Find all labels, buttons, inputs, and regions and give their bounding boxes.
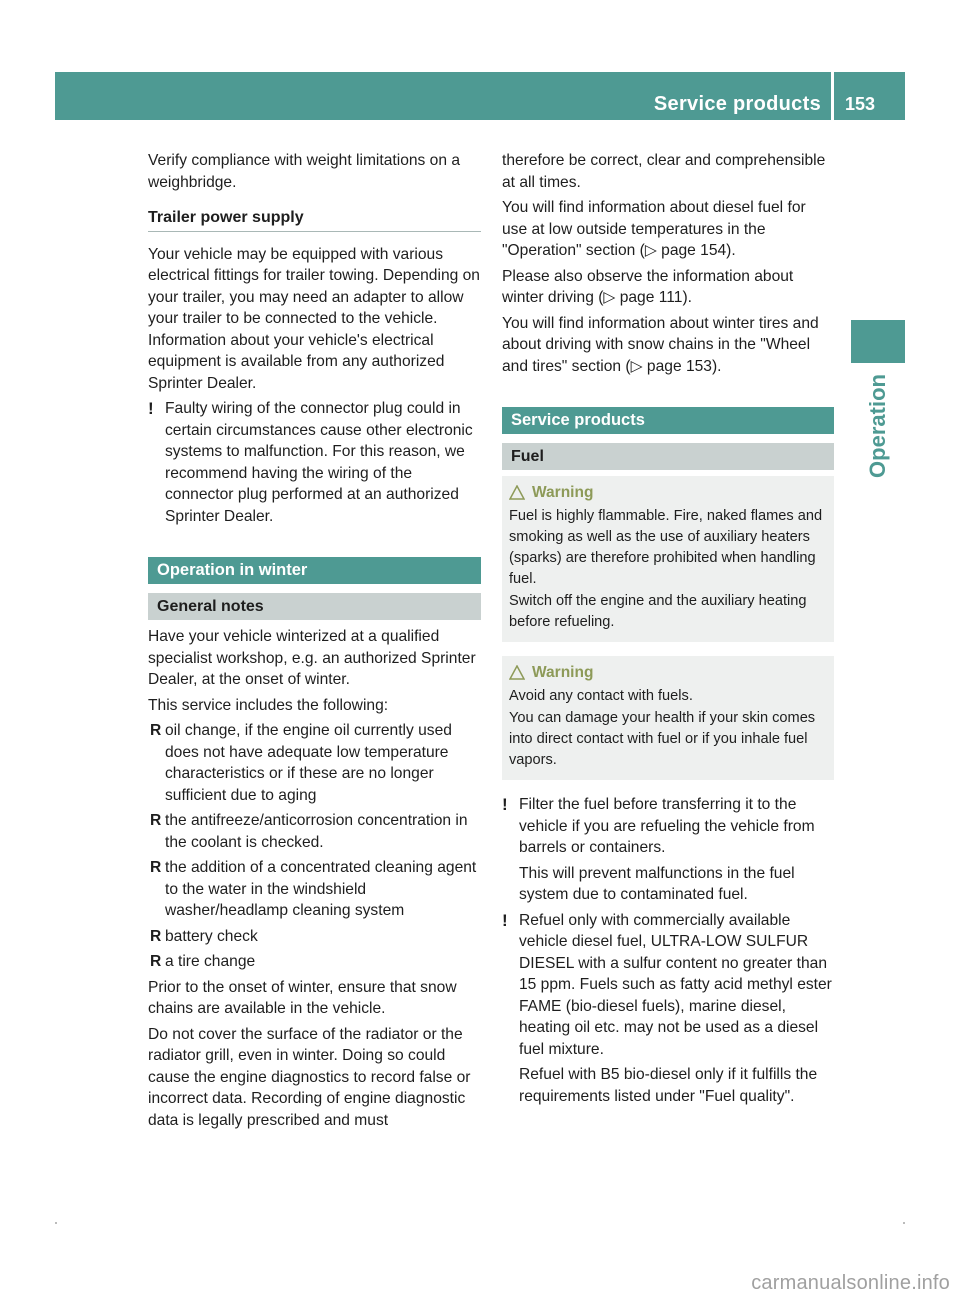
paragraph: Your vehicle may be equipped with various electrical fittings for trailer towing. Depending on your trailer, you may need an adapter to allow your trailer to be connected to the vehicle. Information about your vehicle's electrical equipment is available from any authorized Sprinter Dealer. — [148, 245, 480, 392]
bullet-icon: R — [150, 722, 162, 739]
bullet-icon: R — [150, 812, 162, 829]
bullet-icon: R — [150, 953, 162, 970]
warning-text: Avoid any contact with fuels. — [509, 688, 693, 704]
paragraph: Please also observe the information about winter driving (▷ page 111). — [502, 267, 794, 306]
paragraph: therefore be correct, clear and comprehensible at all times. — [502, 152, 826, 191]
caution-note — [502, 910, 834, 1061]
note-text: Faulty wiring of the connector plug could in certain circumstances cause other electronic systems to malfunction. For this reason, we recommend having the wiring of the connector plug performed at an authorized Sprinter Dealer. — [165, 400, 473, 525]
caution-note-continued — [502, 863, 834, 906]
note-text: Refuel only with commercially available vehicle diesel fuel, ULTRA-LOW SULFUR DIESEL with a sulfur content no greater than 15 ppm. Fuels such as fatty acid methyl ester FAME (bio-diesel fuels), marine diesel, heating oil etc. may not be used as a diesel fuel mixture. — [519, 911, 832, 1058]
note-text: Filter the fuel before transferring it to the vehicle if you are refueling the vehicle from barrels or containers. — [519, 796, 815, 856]
side-tab[interactable] — [851, 363, 905, 489]
subsection-heading-fuel: Fuel — [502, 443, 834, 470]
list-item: R battery check — [148, 926, 481, 948]
paragraph: Do not cover the surface of the radiator or the radiator grill, even in winter. Doing so could cause the engine diagnostics to record false or incorrect data. Recording of engine diagnostic data is legally prescribed and must — [148, 1025, 471, 1129]
warning-box — [502, 476, 834, 642]
section-heading-winter: Operation in winter — [148, 557, 481, 584]
chapter-title: Service products — [653, 93, 821, 115]
side-tab-marker — [851, 320, 905, 363]
paragraph: You will find information about diesel fuel for use at low outside temperatures in the "Operation" section (▷ page 154). — [502, 199, 806, 259]
exclamation-icon: ! — [502, 910, 508, 930]
watermark[interactable]: carmanualsonline.info — [751, 1272, 950, 1294]
crop-mark — [903, 1222, 905, 1224]
warning-title: Warning — [509, 482, 828, 503]
section-heading-service-products: Service products — [502, 407, 834, 434]
note-text: This will prevent malfunctions in the fuel system due to contaminated fuel. — [519, 864, 795, 903]
left-column — [148, 150, 481, 1135]
right-column — [502, 150, 834, 1111]
caution-note-continued — [502, 1064, 834, 1107]
paragraph: Have your vehicle winterized at a qualified specialist workshop, e.g. an authorized Sprinter Dealer, at the onset of winter. — [148, 628, 476, 688]
bullet-icon: R — [150, 927, 162, 945]
note-text: Refuel with B5 bio-diesel only if it fulfills the requirements listed under "Fuel quality". — [519, 1066, 818, 1105]
paragraph: Prior to the onset of winter, ensure that snow chains are available in the vehicle. — [148, 978, 457, 1017]
subheading-trailer-power: Trailer power supply — [148, 197, 481, 232]
warning-box — [502, 656, 834, 780]
warning-triangle-icon — [509, 485, 525, 500]
warning-text: Fuel is highly flammable. Fire, naked flames and smoking as well as the use of auxiliary heaters (sparks) are therefore prohibited when handling fuel. — [509, 508, 823, 587]
page-header — [55, 72, 905, 120]
warning-title: Warning — [509, 662, 828, 683]
list-item: R the addition of a concentrated cleaning agent to the water in the windshield washer/headlamp cleaning system — [150, 859, 477, 919]
paragraph: This service includes the following: — [148, 696, 389, 714]
warning-text: Switch off the engine and the auxiliary heating before refueling. — [509, 593, 807, 630]
caution-note — [502, 794, 834, 859]
page-number: 153 — [845, 94, 876, 114]
subsection-heading-general: General notes — [148, 593, 481, 620]
list-item: R oil change, if the engine oil currently used does not have adequate low temperature characteristics or if these are no longer sufficient due to aging — [150, 722, 452, 804]
paragraph: Verify compliance with weight limitations on a weighbridge. — [148, 152, 461, 191]
warning-text: You can damage your health if your skin comes into direct contact with fuel or if you inhale fuel vapors. — [509, 710, 816, 768]
bullet-icon: R — [150, 859, 162, 876]
warning-triangle-icon — [509, 665, 525, 680]
side-tab-label: Operation — [865, 374, 890, 478]
caution-note — [148, 398, 481, 527]
paragraph: You will find information about winter tires and about driving with snow chains in the "Wheel and tires" section (▷ page 153). — [502, 314, 819, 375]
crop-mark — [55, 1222, 57, 1224]
exclamation-icon: ! — [502, 795, 508, 814]
exclamation-icon: ! — [148, 399, 154, 418]
list-item: R a tire change — [148, 951, 481, 973]
list-item: R the antifreeze/anticorrosion concentration in the coolant is checked. — [150, 812, 468, 851]
